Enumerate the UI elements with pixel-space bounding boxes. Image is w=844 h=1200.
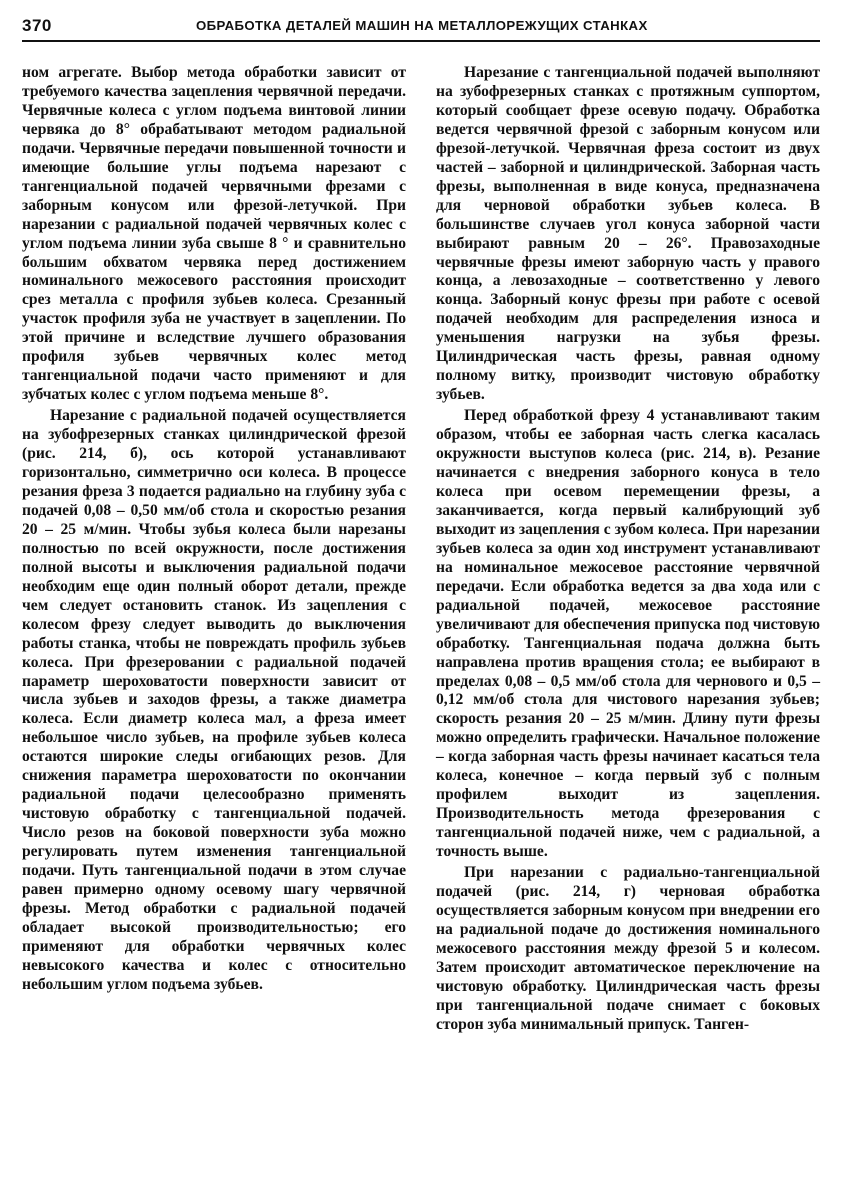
paragraph: ном агрегате. Выбор метода обработки зависит от требуемого качества зацепления червячной передачи. Червячные колеса с углом подъема винтовой линии червяка до 8° обрабатывают методом радиальной подачи. Червячные передачи повышенной точности и имеющие большие углы подъема нарезают с тангенциальной подачей червячными фрезами с заборным конусом или фрезой-летучкой. При нарезании с радиальной подачей червячных колес с углом подъема линии зуба свыше 8 ° и сравнительно большим обхватом червяка перед достижением номинального межосевого расстояния происходит срез металла с профиля зубьев колеса. Срезанный участок профиля зуба не участвует в зацеплении. По этой причине и вследствие лучшего образования профиля зубьев червячных колес метод тангенциальной подачи часто применяют и для зубчатых колес с углом подъема меньше 8°. bbox=[22, 64, 406, 404]
paragraph: Нарезание с тангенциальной подачей выполняют на зубофрезерных станках с протяжным суппортом, который сообщает фрезе осевую подачу. Обработка ведется червячной фрезой с заборным конусом или фрезой-летучкой. Червячная фреза состоит из двух частей – заборной и цилиндрической. Заборная часть фрезы, выполненная в виде конуса, предназначена для черновой обработки зубьев колеса. В большинстве случаев угол конуса заборной части выбирают равным 20 – 26°. Правозаходные червячные фрезы имеют заборную часть у правого конца, а левозаходные – соответственно у левого конца. Заборный конус фрезы при работе с осевой подачей необходим для распределения износа и уменьшения нагрузки на зубья фрезы. Цилиндрическая часть фрезы, равная одному полному витку, производит чистовую обработку зубьев. bbox=[436, 64, 820, 404]
running-title: ОБРАБОТКА ДЕТАЛЕЙ МАШИН НА МЕТАЛЛОРЕЖУЩИХ СТАНКАХ bbox=[196, 18, 648, 33]
paragraph: Нарезание с радиальной подачей осуществляется на зубофрезерных станках цилиндрической фрезой (рис. 214, б), ось которой устанавливают горизонтально, симметрично оси колеса. В процессе резания фреза 3 подается радиально на глубину зуба с подачей 0,08 – 0,50 мм/об стола и скоростью резания 20 – 25 м/мин. Чтобы зубья колеса были нарезаны полностью по всей окружности, после достижения полной высоты и выключения радиальной подачи необходим еще один полный оборот детали, прежде чем следует остановить станок. Из зацепления с колесом фрезу следует выводить до выключения работы станка, чтобы не повреждать профиль зубьев колеса. При фрезеровании с радиальной подачей параметр шероховатости поверхности зависит от числа зубьев и заходов фрезы, а также диаметра колеса. Если диаметр колеса мал, а фреза имеет небольшое число зубьев, на профиле зубьев колеса остаются широкие следы огибающих резов. Для снижения параметра шероховатости по окончании радиальной подачи целесообразно применять чистовую обработку с тангенциальной подачей. Число резов на боковой поверхности зуба можно регулировать путем изменения тангенциальной подачи. Путь тангенциальной подачи в этом случае равен примерно одному осевому шагу червячной фрезы. Метод обработки с радиальной подачей обладает высокой производительностью; его применяют для обработки червячных колес невысокого качества и колес с относительно небольшим углом подъема зубьев. bbox=[22, 407, 406, 993]
left-column bbox=[22, 64, 406, 995]
right-column bbox=[436, 64, 820, 1035]
page-number: 370 bbox=[22, 16, 52, 35]
paragraph: Перед обработкой фрезу 4 устанавливают таким образом, чтобы ее заборная часть слегка касалась окружности выступов колеса (рис. 214, в). Резание начинается с внедрения заборного конуса в тело колеса при осевом перемещении фрезы, а заканчивается, когда первый калибрующий зуб выходит из зацепления с зубом колеса. При нарезании зубьев колеса за один ход инструмент устанавливают на номинальное межосевое расстояние червячной передачи. Если обработка ведется за два хода или с радиальной подачей, межосевое расстояние увеличивают для обеспечения припуска под чистовую обработку. Тангенциальная подача должна быть направлена против вращения стола; ее выбирают в пределах 0,08 – 0,5 мм/об стола для чернового и 0,5 – 0,12 мм/об стола для чистового нарезания зубьев; скорость резания 20 – 25 м/мин. Длину пути фрезы можно определить графически. Начальное положение – когда заборная часть фрезы начинает касаться тела колеса, конечное – когда первый зуб с полным профилем выходит из зацепления. Производительность метода фрезерования с тангенциальной подачей ниже, чем с радиальной, а точность выше. bbox=[436, 407, 820, 861]
page-header bbox=[22, 14, 820, 42]
paragraph: При нарезании с радиально-тангенциальной подачей (рис. 214, г) черновая обработка осуществляется заборным конусом при внедрении его на радиальной подаче до достижения номинального межосевого расстояния между фрезой 5 и колесом. Затем происходит автоматическое переключение на чистовую обработку. Цилиндрическая часть фрезы при тангенциальной подаче снимает с боковых сторон зуба минимальный припуск. Танген- bbox=[436, 864, 820, 1033]
